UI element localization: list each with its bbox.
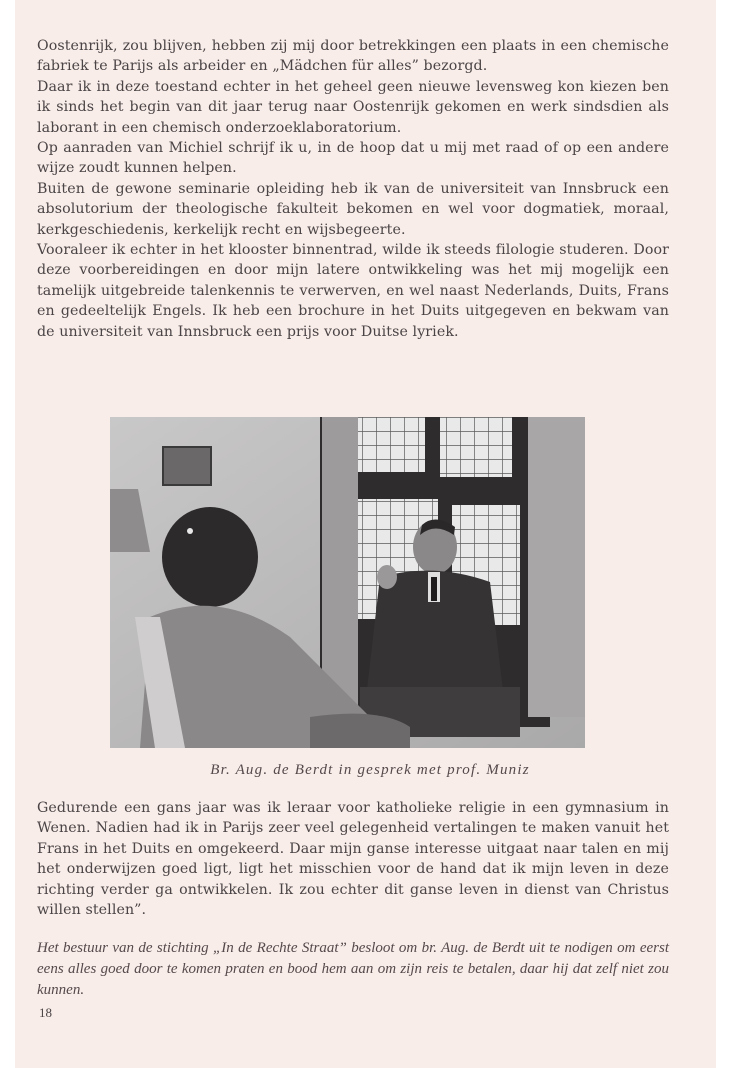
body-text-top xyxy=(37,36,669,342)
photo-caption: Br. Aug. de Berdt in gesprek met prof. Muniz xyxy=(210,762,530,778)
window-pane xyxy=(355,417,425,472)
curtain-right xyxy=(528,417,585,717)
curtain-left xyxy=(322,417,358,717)
photograph xyxy=(110,417,585,748)
italic-paragraph: Het bestuur van de stichting „In de Rechte Straat” besloot om br. Aug. de Berdt uit te nodigen om eerst eens alles goed door te komen praten en bood hem aan om zijn reis te betalen, daar hij dat zelf niet zou kunnen. xyxy=(37,940,669,998)
photo-illustration xyxy=(110,417,585,748)
paragraph: Vooraleer ik echter in het klooster binnentrad, wilde ik steeds filologie studeren. Door deze voorbereidingen en door mijn latere ontwikkeling was het mij mogelijk een tamelijk uitgebreide talenkennis te verwerven, en wel naast Nederlands, Duits, Frans en gedeeltelijk Engels. Ik heb een brochure in het Duits uitgegeven en bekwam van de universiteit van Innsbruck een prijs voor Duitse lyriek. xyxy=(37,242,669,340)
wall-picture xyxy=(163,447,211,485)
window-pane xyxy=(440,417,512,477)
editorial-note xyxy=(37,938,669,1001)
paragraph: Gedurende een gans jaar was ik leraar voor katholieke religie in een gymnasium in Wenen. Nadien had ik in Parijs zeer veel gelegenheid vertalingen te maken vanuit het Frans in het Duits en omgekeerd. Daar mijn ganse interesse uitgaat naar talen en mij het onderwijzen goed ligt, ligt het misschien voor de hand dat ik mijn leven in deze richting verder ga ontwikkelen. Ik zou echter dit ganse leven in dienst van Christus willen stellen”. xyxy=(37,800,669,919)
paragraph: Daar ik in deze toestand echter in het geheel geen nieuwe levensweg kon kiezen ben ik sinds het begin van dit jaar terug naar Oostenrijk gekomen en werk sindsdien als laborant in een chemisch onderzoeklaboratorium. xyxy=(37,78,669,136)
paragraph: Oostenrijk, zou blijven, hebben zij mij door betrekkingen een plaats in een chemische fabriek te Parijs als arbeider en „Mädchen für alles” bezorgd. xyxy=(37,38,669,75)
body-text-bottom xyxy=(37,798,669,920)
page-number: 18 xyxy=(39,1005,52,1020)
paragraph: Op aanraden van Michiel schrijf ik u, in de hoop dat u mij met raad of op een andere wijze zoudt kunnen helpen. xyxy=(37,140,669,177)
woman-hair xyxy=(162,507,258,607)
paragraph: Buiten de gewone seminarie opleiding heb ik van de universiteit van Innsbruck een absolutorium der theologische fakulteit bekomen en wel voor dogmatiek, moraal, kerkgeschiedenis, kerkelijk recht en wijsbegeerte. xyxy=(37,180,669,238)
